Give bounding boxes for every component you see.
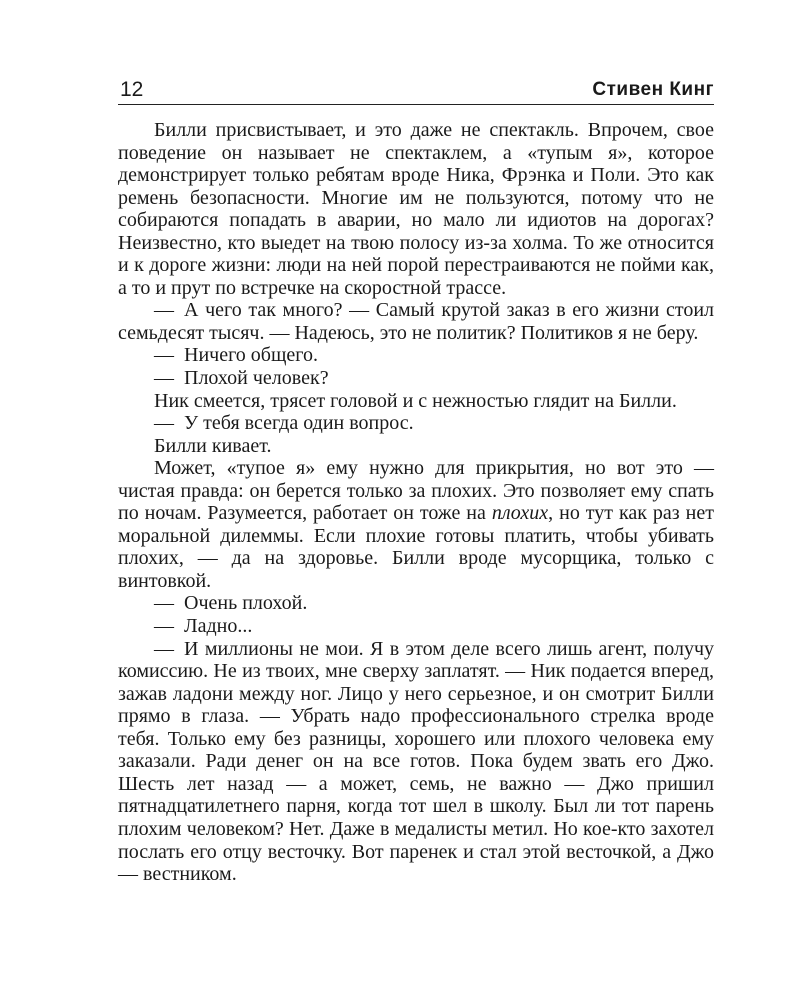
em-dash: — (154, 299, 174, 322)
paragraph: Ник смеется, трясет головой и с нежностью глядит на Билли. (154, 389, 677, 412)
running-header (118, 76, 714, 106)
dialog-line (118, 344, 714, 367)
dialog-line (118, 367, 714, 390)
em-dash: — (154, 344, 174, 367)
paragraph-text: Может, «тупое я» ему нужно для прикрытия, но вот это — чистая правда: он берется только за плохих. Это позволяет ему спать по ночам. Разумеется, работает он тоже на (118, 457, 714, 525)
dialog-text: Ладно... (184, 615, 253, 638)
em-dash: — (154, 412, 174, 435)
dialog-text: А чего так много? — Самый крутой заказ в его жизни стоил семьдесят тысяч. — Надеюсь, это не политик? Политиков я не беру. (118, 299, 714, 344)
italic-word: плохих (491, 502, 549, 525)
header-rule (118, 104, 714, 105)
dialog-line (118, 299, 714, 344)
dialog-text: Очень плохой. (184, 592, 308, 615)
dialog-text: Ничего общего. (184, 344, 318, 367)
dialog-line (118, 592, 714, 615)
paragraph: Билли кивает. (154, 434, 272, 457)
dialog-text: У тебя всегда один вопрос. (184, 412, 414, 435)
dialog-text: И миллионы не мои. Я в этом деле всего лишь агент, получу комиссию. Не из твоих, мне сверху заплатят. — Ник подается вперед, зажав ладони между ног. Лицо у него серьезное, и он смотрит Билли прямо в глаза. — Убрать надо профессионального стрелка вроде тебя. Только ему без разницы, хорошего или плохого человека ему заказали. Ради денег он на все готов. Пока будем звать его Джо. Шесть лет назад — а может, семь, не важно — Джо пришил пятнадцатилетнего парня, когда тот шел в школу. Был ли тот парень плохим человеком? Нет. Даже в медалисты метил. Но кое-кто захотел послать его отцу весточку. Вот паренек и стал этой весточкой, а Джо — вестником. (118, 637, 714, 886)
paragraph (118, 457, 714, 592)
dialog-line (118, 615, 714, 638)
body-text (118, 119, 714, 886)
em-dash: — (154, 367, 174, 390)
dialog-line (118, 412, 714, 435)
paragraph: Билли присвистывает, и это даже не спектакль. Впрочем, свое поведение он называет не спектаклем, а «тупым я», которое демонстрирует только ребятам вроде Ника, Фрэнка и Поли. Это как ремень безопасности. Многие им не пользуются, потому что не собираются попадать в аварии, но мало ли идиотов на дорогах? Неизвестно, кто выедет на твою полосу из-за холма. То же относится и к дороге жизни: люди на ней порой перестраиваются не пойми как, а то и прут по встречке на скоростной трассе. (118, 119, 714, 299)
dialog-text: Плохой человек? (184, 367, 329, 390)
page-number: 12 (120, 78, 144, 101)
book-author: Стивен Кинг (592, 79, 714, 100)
em-dash: — (154, 592, 174, 615)
em-dash: — (154, 615, 174, 638)
paragraph-text: , но тут как раз нет моральной дилеммы. Если плохие готовы платить, чтобы убивать плохих, — да на здоровье. Билли вроде мусорщика, только с винтовкой. (118, 502, 714, 592)
dialog-line (118, 638, 714, 886)
em-dash: — (154, 637, 174, 660)
